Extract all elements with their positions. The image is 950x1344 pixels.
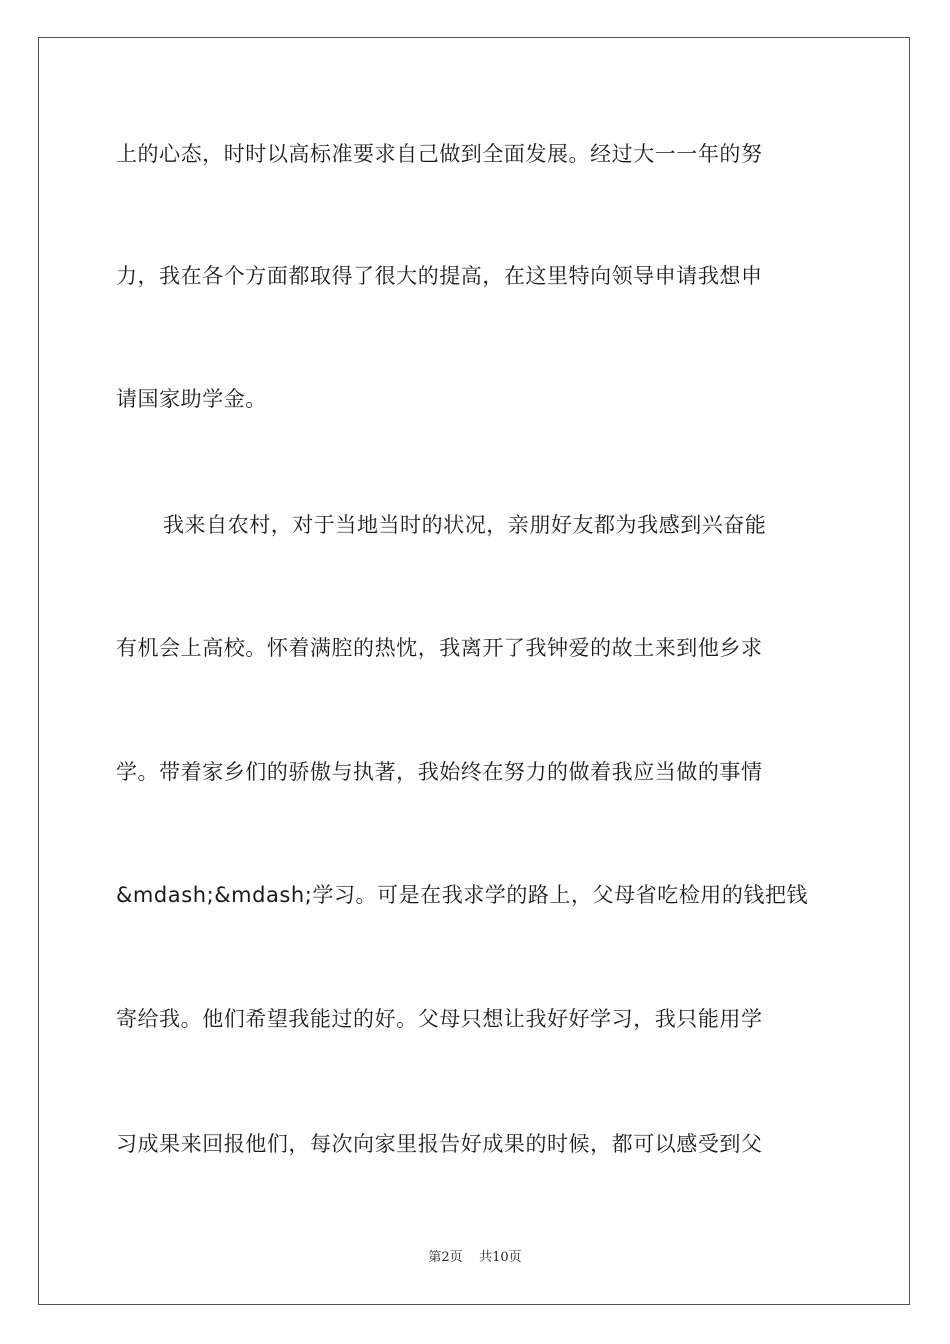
body-text-line-8: 寄给我。他们希望我能过的好。父母只想让我好好学习，我只能用学 [116, 1007, 763, 1031]
page-border [38, 37, 910, 1305]
body-text-line-3: 请国家助学金。 [116, 387, 267, 411]
body-text-line-6: 学。带着家乡们的骄傲与执著，我始终在努力的做着我应当做的事情 [116, 760, 763, 784]
body-text-line-5: 有机会上高校。怀着满腔的热忱，我离开了我钟爱的故土来到他乡求 [116, 636, 763, 660]
body-text-line-1: 上的心态，时时以高标准要求自己做到全面发展。经过大一一年的努 [116, 142, 763, 166]
body-text-line-9: 习成果来回报他们，每次向家里报告好成果的时候，都可以感受到父 [116, 1132, 763, 1156]
body-text-line-7: &mdash;&mdash;学习。可是在我求学的路上，父母省吃检用的钱把钱 [116, 883, 809, 907]
body-text-line-4: 我来自农村，对于当地当时的状况，亲朋好友都为我感到兴奋能 [163, 513, 767, 537]
page-number-footer: 第2页 共10页 [428, 1250, 522, 1265]
body-text-line-2: 力，我在各个方面都取得了很大的提高，在这里特向领导申请我想申 [116, 264, 763, 288]
